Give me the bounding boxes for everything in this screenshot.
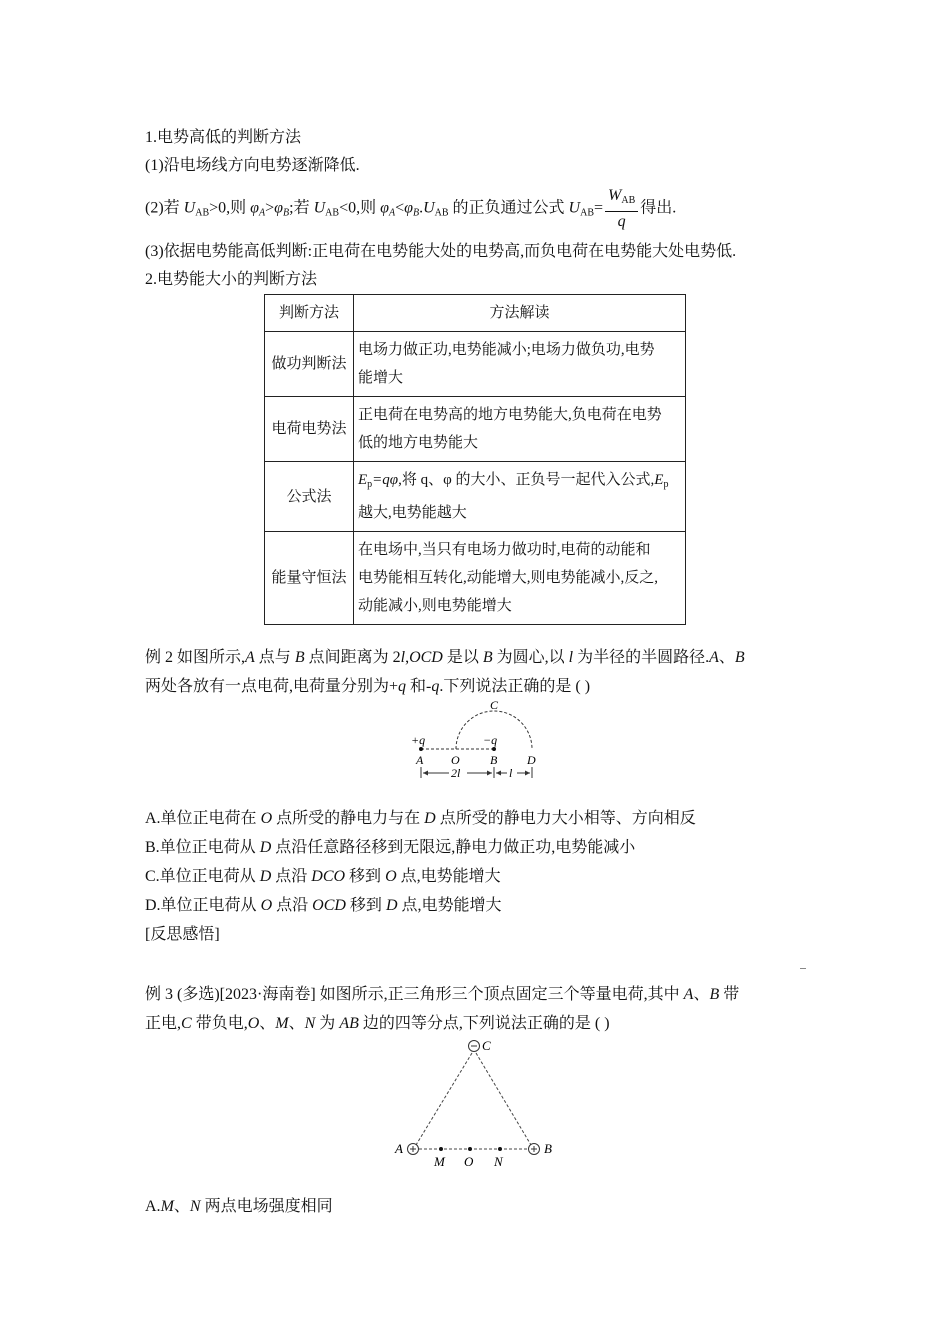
- table-header-row: [265, 295, 686, 332]
- label-a: A: [395, 1141, 403, 1156]
- section1-title: 1.电势高低的判断方法: [145, 129, 302, 146]
- example3-option-a: A.M、N 两点电场强度相同: [145, 1198, 333, 1215]
- point-o: [468, 1147, 472, 1151]
- label-b: B: [544, 1141, 552, 1156]
- section1-item1: (1)沿电场线方向电势逐渐降低.: [145, 157, 360, 174]
- table-cell-method: 公式法: [265, 462, 354, 532]
- label-m: M: [434, 1154, 445, 1169]
- label-b: B: [490, 753, 498, 767]
- charge-b-dot: [492, 747, 496, 751]
- table-cell-method: 电荷电势法: [265, 397, 354, 462]
- example3-figure: [390, 1036, 560, 1172]
- table-cell-method: 能量守恒法: [265, 532, 354, 625]
- table-row: [265, 462, 686, 532]
- table-cell-method: 做功判断法: [265, 332, 354, 397]
- charge-a-dot: [419, 747, 423, 751]
- label-a: A: [416, 753, 424, 767]
- section1-item2: (2)若 $U_{AB}>0$,则 $\varphi_A>\varphi_B$;若 $U_{AB}<0$,则 $\varphi_A<\varphi_B.U_{AB}$ 的正负通过公式 $U_{AB}=$ $\frac{W_{AB}}{q}$ 得出.: [145, 187, 677, 230]
- label-2l: 2l: [451, 766, 461, 780]
- example2-option-d: D.单位正电荷从 O 点沿 OCD 移到 D 点,电势能增大: [145, 897, 502, 914]
- section2-title: 2.电势能大小的判断方法: [145, 271, 318, 288]
- table-row: [265, 332, 686, 397]
- label-plus-q: +q: [411, 733, 426, 747]
- section1-item3: (3)依据电势能高低判断:正电荷在电势能大处的电势高,而负电荷在电势能大处电势低.: [145, 243, 737, 260]
- example3-question-line2: 正电,C 带负电,O、M、N 为 AB 边的四等分点,下列说法正确的是 ( ): [145, 1015, 610, 1032]
- table-cell-explanation: 在电场中,当只有电场力做功时,电荷的动能和 电势能相互转化,动能增大,则电势能减小,反之, 动能减小,则电势能增大: [354, 532, 686, 625]
- label-o: O: [464, 1154, 474, 1169]
- label-c: C: [482, 1038, 491, 1053]
- label-d: D: [527, 753, 536, 767]
- label-minus-q: −q: [483, 733, 498, 747]
- table-row: [265, 532, 686, 625]
- table-cell-explanation: 电场力做正功,电势能减小;电场力做负功,电势 能增大: [354, 332, 686, 397]
- point-n: [498, 1147, 502, 1151]
- example2-option-c: C.单位正电荷从 D 点沿 DCO 移到 O 点,电势能增大: [145, 868, 501, 885]
- point-m: [439, 1147, 443, 1151]
- table-row: [265, 397, 686, 462]
- example2-question-line2: 两处各放有一点电荷,电荷量分别为+q 和-q.下列说法正确的是 ( ): [145, 678, 591, 695]
- margin-mark: [800, 968, 806, 969]
- example2-option-a: A.单位正电荷在 O 点所受的静电力与在 D 点所受的静电力大小相等、方向相反: [145, 810, 696, 827]
- table-cell-explanation: $E_p=q\varphi$,将 q、φ 的大小、正负号一起代入公式$,E_p$ 越大,电势能越大: [354, 462, 686, 532]
- example2-reflection: [反思感悟]: [145, 926, 220, 943]
- table-header-explanation: 方法解读: [354, 295, 686, 332]
- example2-figure: [405, 698, 545, 784]
- example2-option-b: B.单位正电荷从 D 点沿任意路径移到无限远,静电力做正功,电势能减小: [145, 839, 636, 856]
- triangle-side-ca: [416, 1053, 472, 1145]
- label-o: O: [451, 753, 460, 767]
- fraction-w-over-q: $\frac{W_{AB}}{q}$: [605, 186, 638, 232]
- triangle-side-cb: [476, 1053, 531, 1145]
- label-l: l: [509, 766, 513, 780]
- methods-table: [264, 294, 686, 625]
- label-c: C: [490, 698, 499, 712]
- example2-question-line1: 例 2 如图所示,A 点与 B 点间距离为 2l,OCD 是以 B 为圆心,以 l 为半径的半圆路径.A、B: [145, 649, 745, 666]
- example3-question-line1: 例 3 (多选)[2023·海南卷] 如图所示,正三角形三个顶点固定三个等量电荷,其中 A、B 带: [145, 986, 740, 1003]
- table-header-method: 判断方法: [265, 295, 354, 332]
- table-cell-explanation: 正电荷在电势高的地方电势能大,负电荷在电势 低的地方电势能大: [354, 397, 686, 462]
- label-n: N: [494, 1154, 503, 1169]
